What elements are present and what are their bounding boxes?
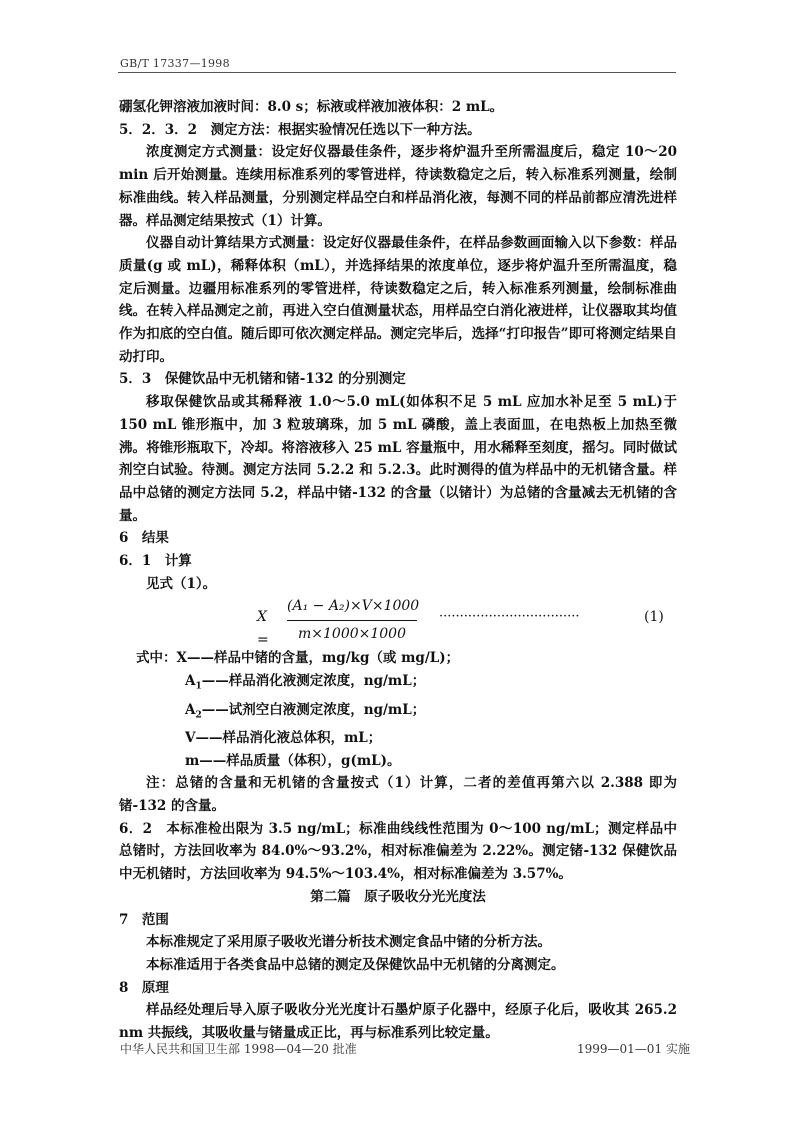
paragraph-note: 注：总锗的含量和无机锗的含量按式（1）计算，二者的差值再第六以 2.388 即为锗-132 的含量。 (119, 775, 677, 815)
section-5-3: 5．3 保健饮品中无机锗和锗-132 的分别测定 (119, 371, 406, 388)
where-v: V——样品消化液总体积，mL； (185, 729, 382, 746)
paragraph-injection-time: 硼氢化钾溶液加液时间：8.0 s；标液或样液加液体积：2 mL。 (119, 99, 504, 115)
a1-desc: ——样品消化液测定浓度，ng/mL； (201, 673, 426, 690)
chapter-title-part-two: 第二篇 原子吸收分光光度法 (310, 888, 486, 905)
where-a1 (119, 670, 677, 698)
where-x: 式中：X——样品中锗的含量，mg/kg（或 mg/L)； (136, 650, 460, 667)
a2-subscript: 2 (195, 710, 202, 721)
a2-desc: ——试剂空白液测定浓度，ng/mL； (201, 701, 426, 718)
section-8-principle: 8 原理 (119, 979, 169, 996)
a1-subscript: 1 (195, 681, 202, 692)
paragraph-principle: 样品经处理后导入原子吸收分光光度计石墨炉原子化器中，经原子化后，吸收其 265.2 nm 共振线，其吸收量与锗量成正比，再与标准系列比较定量。 (119, 1002, 677, 1042)
standard-number: GB/T 17337—1998 (120, 57, 230, 70)
fraction-bar (287, 620, 417, 621)
paragraph-health-drink-procedure: 移取保健饮品或其稀释液 1.0～5.0 mL(如体积不足 5 mL 应加水补足至 5 mL)于 150 mL 锥形瓶中，加 3 粒玻璃珠，加 5 mL 磷酸，盖上表面皿，在电热板上加热至微沸。将锥形瓶取下，冷却。将溶液移入 25 mL 容量瓶中，用水稀释至刻度，摇匀。同时做试剂空白试验。待测。测定方法同 5.2.2 和 5.2.3。此时测得的值为样品中的无机锗含量。样品中总锗的测定方法同 5.2，样品中锗-132 的含量（以锗计）为总锗的含量减去无机锗的含量。 (119, 394, 677, 524)
where-m: m——样品质量（体积），g(mL)。 (185, 752, 401, 769)
section-6-2: 6．2 本标准检出限为 3.5 ng/mL；标准曲线线性范围为 0～100 ng/mL；测定样品中总锗时，方法回收率为 84.0%～93.2%，相对标准偏差为 2.22%。测定锗-132 保健饮品中无机锗时，方法回收率为 94.5%～103.4%，相对标准偏差为 3.57%。 (119, 820, 677, 883)
a1-symbol: A (185, 673, 196, 690)
formula-number: (1) (644, 609, 664, 626)
paragraph-scope-2: 本标准适用于各类食品中总锗的测定及保健饮品中无机锗的分离测定。 (146, 956, 565, 973)
section-5-2-3-2: 5．2．3．2 测定方法：根据实验情况任选以下一种方法。 (119, 121, 481, 138)
formula-lhs: X = (257, 609, 269, 649)
paragraph-see-formula: 见式（1）。 (146, 575, 217, 592)
paragraph-scope-1: 本标准规定了采用原子吸收光谱分析技术测定食品中锗的分析方法。 (146, 934, 551, 951)
approval-date: 中华人民共和国卫生部 1998—04—20 批准 (120, 1042, 357, 1056)
document-body (119, 96, 677, 1045)
a2-symbol: A (185, 701, 196, 718)
section-6-1-calculation: 6．1 计算 (119, 553, 192, 570)
formula-denominator: m×1000×1000 (298, 626, 406, 643)
formula-leader-dots: ·································· (439, 609, 580, 625)
where-a2 (119, 699, 677, 727)
section-6-results: 6 结果 (119, 530, 169, 547)
formula-block (119, 595, 677, 647)
implementation-date: 1999—01—01 实施 (577, 1042, 690, 1056)
section-7-scope: 7 范围 (119, 911, 169, 928)
paragraph-concentration-mode: 浓度测定方式测量：设定好仪器最佳条件，逐步将炉温升至所需温度后，稳定 10～20 min 后开始测量。连续用标准系列的零管进样，待读数稳定之后，转入标准系列测量，绘制标准曲线。转入样品测量，分别测定样品空白和样品消化液，每测不同的样品前都应清洗进样器。样品测定结果按式（1）计算。 (119, 144, 677, 229)
formula-fraction (287, 595, 420, 645)
paragraph-auto-calc-mode: 仪器自动计算结果方式测量：设定好仪器最佳条件，在样品参数画面输入以下参数：样品质量(g 或 mL)，稀释体积（mL），并选择结果的浓度单位，逐步将炉温升至所需温度，稳定后测量。边疆用标准系列的零管进样，待读数稳定之后，转入标准系列测量，绘制标准曲线。在转入样品测定之前，再进入空白值测量状态，用样品空白消化液进样，让仪器取其均值作为扣底的空白值。随后即可依次测定样品。测定完毕后，选择“打印报告”即可将测定结果自动打印。 (119, 235, 677, 365)
formula-numerator: (A₁ − A₂)×V×1000 (287, 598, 420, 615)
header-divider (118, 72, 676, 73)
